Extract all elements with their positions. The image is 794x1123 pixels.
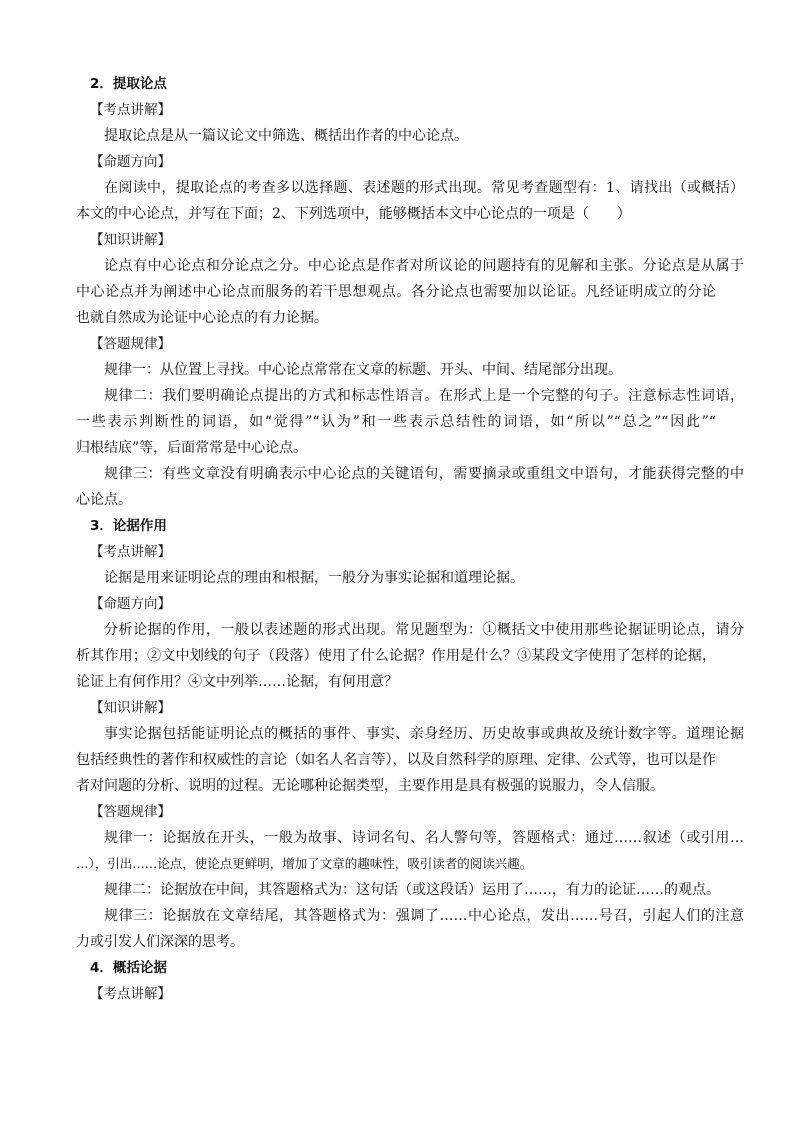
rule-item: 规律三：有些文章没有明确表示中心论点的关键语句，需要摘录或重组文中语句，才能获得完整的中 — [104, 466, 744, 482]
rule-item-continued: 一些表示判断性的词语，如“觉得”“认为”和一些表示总结性的词语，如“所以”“总之”“因此”“ — [76, 414, 716, 430]
rule-item: 规律一：论据放在开头，一般为故事、诗词名句、名人警句等，答题格式：通过……叙述（或引用… — [104, 830, 744, 846]
section-title-extract-thesis: 2．提取论点 — [90, 76, 167, 92]
tag-answer-rules: 【答题规律】 — [90, 804, 171, 820]
tag-exam-point: 【考点讲解】 — [90, 986, 171, 1002]
paragraph-line: 在阅读中，提取论点的考查多以选择题、表述题的形式出现。常见考查题型有：1、请找出（或概括） — [104, 180, 744, 196]
paragraph-line: 包括经典性的著作和权威性的言论（如名人名言等），以及自然科学的原理、定律、公式等，也可以是作 — [76, 752, 716, 768]
rule-item: 规律二：论据放在中间，其答题格式为：这句话（或这段话）运用了……，有力的论证……的观点。 — [104, 882, 720, 898]
paragraph-line: 事实论据包括能证明论点的概括的事件、事实、亲身经历、历史故事或典故及统计数字等。道理论据 — [104, 726, 744, 742]
paragraph-line: 析其作用；②文中划线的句子（段落）使用了什么论据？作用是什么？③某段文字使用了怎样的论据， — [76, 648, 716, 664]
paragraph-line: 分析论据的作用，一般以表述题的形式出现。常见题型为：①概括文中使用那些论据证明论点，请分 — [104, 622, 744, 638]
paragraph: 提取论点是从一篇议论文中筛选、概括出作者的中心论点。 — [104, 128, 468, 144]
rule-item: 规律三：论据放在文章结尾，其答题格式为：强调了……中心论点，发出……号召，引起人们的注意 — [104, 908, 744, 924]
rule-item-continued: 心论点。 — [76, 492, 132, 508]
tag-question-direction: 【命题方向】 — [90, 596, 171, 612]
rule-item: 规律一：从位置上寻找。中心论点常常在文章的标题、开头、中间、结尾部分出现。 — [104, 362, 622, 378]
paragraph-line: 中心论点并为阐述中心论点而服务的若干思想观点。各分论点也需要加以论证。凡经证明成立的分论 — [76, 284, 716, 300]
rule-item-continued: 归根结底”等，后面常常是中心论点。 — [76, 440, 308, 456]
tag-exam-point: 【考点讲解】 — [90, 102, 171, 118]
rule-item-continued: 力或引发人们深深的思考。 — [76, 934, 244, 950]
tag-knowledge: 【知识讲解】 — [90, 232, 171, 248]
tag-knowledge: 【知识讲解】 — [90, 700, 171, 716]
paragraph: 论据是用来证明论点的理由和根据，一般分为事实论据和道理论据。 — [104, 570, 524, 586]
rule-item-continued: …），引出……论点，使论点更鲜明，增加了文章的趣味性，吸引读者的阅读兴趣。 — [76, 856, 533, 871]
paragraph-line: 论证上有何作用？④文中列举……论据，有何用意？ — [76, 674, 398, 690]
tag-answer-rules: 【答题规律】 — [90, 336, 171, 352]
tag-question-direction: 【命题方向】 — [90, 154, 171, 170]
section-title-evidence-role: 3．论据作用 — [90, 518, 167, 534]
paragraph-line: 也就自然成为论证中心论点的有力论据。 — [76, 310, 328, 326]
paragraph-line: 论点有中心论点和分论点之分。中心论点是作者对所议论的问题持有的见解和主张。分论点是从属于 — [104, 258, 744, 274]
section-title-summarize-evidence: 4．概括论据 — [90, 960, 167, 976]
rule-item: 规律二：我们要明确论点提出的方式和标志性语言。在形式上是一个完整的句子。注意标志性词语， — [104, 388, 744, 404]
paragraph-line: 者对问题的分析、说明的过程。无论哪种论据类型，主要作用是具有极强的说服力，令人信服。 — [76, 778, 664, 794]
paragraph-line: 本文的中心论点，并写在下面；2、下列选项中，能够概括本文中心论点的一项是（ ） — [76, 206, 631, 222]
tag-exam-point: 【考点讲解】 — [90, 544, 171, 560]
